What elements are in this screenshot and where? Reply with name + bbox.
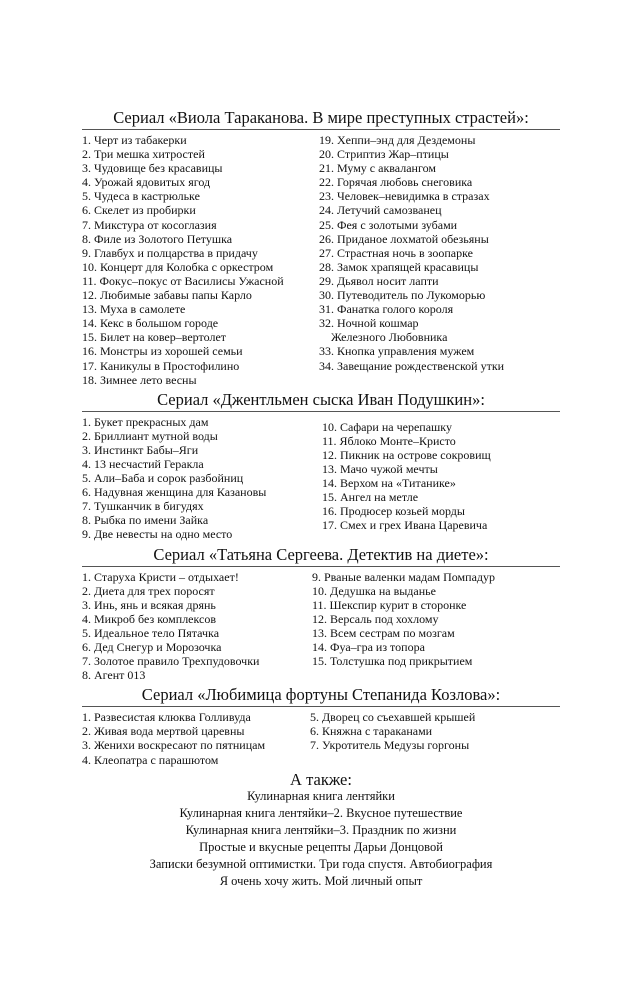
book-list bbox=[310, 710, 560, 752]
also-section bbox=[82, 771, 560, 890]
series-columns bbox=[82, 415, 560, 542]
series-title: Сериал «Джентльмен сыска Иван Подушкин»: bbox=[82, 390, 560, 412]
book-title: 9. Две невесты на одно место bbox=[82, 527, 233, 542]
left-column bbox=[82, 415, 322, 542]
book-title: Простые и вкусные рецепты Дарьи Донцовой bbox=[199, 839, 443, 854]
book-title: 10. Сафари на черепашку bbox=[322, 419, 452, 434]
book-title: 1. Черт из табакерки bbox=[82, 133, 187, 147]
book-title: 7. Тушканчик в бигудях bbox=[82, 499, 204, 514]
book-title: 15. Толстушка под прикрытием bbox=[312, 654, 473, 669]
book-title: 2. Три мешка хитростей bbox=[82, 147, 205, 162]
book-title: 13. Мачо чужой мечты bbox=[322, 461, 438, 476]
left-column bbox=[82, 570, 312, 683]
book-title: 10. Концерт для Колобка с оркестром bbox=[82, 259, 274, 274]
book-title: 9. Главбух и полцарства в придачу bbox=[82, 245, 258, 260]
book-title: 31. Фанатка голого короля bbox=[319, 302, 454, 317]
book-title: 11. Фокус–покус от Василисы Ужасной bbox=[82, 273, 284, 288]
book-title: 10. Дедушка на выданье bbox=[312, 583, 436, 598]
book-title: 2. Живая вода мертвой царевны bbox=[82, 724, 245, 739]
book-title: 11. Яблоко Монте–Кристо bbox=[322, 433, 456, 448]
book-title: 6. Надувная женщина для Казановы bbox=[82, 485, 267, 500]
book-title: 3. Инстинкт Бабы–Яги bbox=[82, 442, 199, 457]
book-title: 13. Всем сестрам по мозгам bbox=[312, 625, 455, 640]
series-viola-tarakanova bbox=[82, 108, 560, 387]
series-title: Сериал «Любимица фортуны Степанида Козлова»: bbox=[82, 685, 560, 707]
book-title: 4. Урожай ядовитых ягод bbox=[82, 175, 211, 190]
book-title: 6. Княжна с тараканами bbox=[310, 724, 433, 739]
series-columns bbox=[82, 570, 560, 683]
book-title: 15. Билет на ковер–вертолет bbox=[82, 330, 227, 345]
book-title: 20. Стриптиз Жар–птицы bbox=[319, 147, 449, 162]
book-title: 6. Дед Снегур и Морозочка bbox=[82, 640, 222, 654]
series-title: Сериал «Виола Тараканова. В мире преступных страстей»: bbox=[82, 108, 560, 130]
book-title: 5. Дворец со съехавшей крышей bbox=[310, 710, 476, 725]
book-title: 26. Приданое лохматой обезьяны bbox=[319, 231, 489, 246]
book-title: 7. Укротитель Медузы горгоны bbox=[310, 738, 470, 753]
book-title: 11. Шекспир курит в сторонке bbox=[312, 597, 467, 612]
left-column bbox=[82, 710, 310, 766]
book-list bbox=[82, 133, 316, 387]
book-title: 12. Версаль под хохлому bbox=[312, 611, 439, 626]
book-list bbox=[312, 570, 560, 669]
book-title: 14. Верхом на «Титанике» bbox=[322, 476, 456, 491]
book-title: 5. Идеальное тело Пятачка bbox=[82, 625, 220, 640]
book-title: Я очень хочу жить. Мой личный опыт bbox=[219, 873, 423, 888]
book-title: 4. Микроб без комплексов bbox=[82, 611, 217, 626]
book-title: 17. Каникулы в Простофилино bbox=[82, 358, 240, 373]
book-title: 19. Хеппи–энд для Дездемоны bbox=[319, 133, 476, 147]
book-title: 6. Скелет из пробирки bbox=[82, 203, 196, 218]
book-title: 16. Монстры из хорошей семьи bbox=[82, 344, 243, 359]
book-title: 1. Старуха Кристи – отдыхает! bbox=[82, 569, 239, 584]
book-title: Железного Любовника bbox=[331, 330, 448, 345]
book-title: 28. Замок храпящей красавицы bbox=[319, 259, 479, 274]
right-column bbox=[316, 133, 560, 387]
book-title: 1. Развесистая клюква Голливуда bbox=[82, 710, 251, 725]
book-title: 15. Ангел на метле bbox=[322, 490, 419, 505]
book-title: Кулинарная книга лентяйки bbox=[247, 788, 395, 803]
book-title: 16. Продюсер козьей морды bbox=[322, 504, 465, 519]
book-title: 14. Кекс в большом городе bbox=[82, 316, 219, 331]
book-title: 4. 13 несчастий Геракла bbox=[82, 456, 204, 471]
book-list-page bbox=[82, 108, 560, 890]
book-title: 14. Фуа–гра из топора bbox=[312, 640, 425, 654]
series-stepanida-kozlova bbox=[82, 685, 560, 766]
book-title: 4. Клеопатра с парашютом bbox=[82, 752, 219, 767]
also-title: А также: bbox=[290, 769, 352, 789]
book-title: 25. Фея с золотыми зубами bbox=[319, 217, 458, 232]
book-title: 7. Микстура от косоглазия bbox=[82, 217, 217, 232]
book-title: 2. Диета для трех поросят bbox=[82, 583, 215, 598]
series-columns bbox=[82, 133, 560, 387]
series-title: Сериал «Татьяна Сергеева. Детектив на диете»: bbox=[82, 545, 560, 567]
book-title: 23. Человек–невидимка в стразах bbox=[319, 189, 490, 204]
book-title: 22. Горячая любовь снеговика bbox=[319, 175, 473, 190]
book-title: 3. Инь, янь и всякая дрянь bbox=[82, 597, 216, 612]
book-list bbox=[82, 570, 312, 683]
book-title: 8. Агент 013 bbox=[82, 668, 146, 683]
book-title: 3. Чудовище без красавицы bbox=[82, 161, 223, 176]
left-column bbox=[82, 133, 316, 387]
book-title: 8. Филе из Золотого Петушка bbox=[82, 231, 233, 246]
book-title: 1. Букет прекрасных дам bbox=[82, 414, 209, 429]
series-ivan-podushkin bbox=[82, 390, 560, 542]
book-title: 29. Дьявол носит лапти bbox=[319, 273, 439, 288]
also-list bbox=[82, 788, 560, 890]
book-title: 33. Кнопка управления мужем bbox=[319, 344, 475, 359]
book-list bbox=[82, 710, 310, 766]
book-title: 34. Завещание рождественской утки bbox=[319, 358, 505, 373]
book-title: 27. Страстная ночь в зоопарке bbox=[319, 245, 473, 260]
book-title: Кулинарная книга лентяйки–3. Праздник по жизни bbox=[185, 822, 457, 837]
book-title: 12. Пикник на острове сокровищ bbox=[322, 447, 491, 462]
book-title: 8. Рыбка по имени Зайка bbox=[82, 513, 209, 528]
right-column bbox=[312, 570, 560, 683]
book-title: 30. Путеводитель по Лукоморью bbox=[319, 288, 486, 303]
book-title: 7. Золотое правило Трехпудовочки bbox=[82, 654, 260, 669]
right-column bbox=[322, 415, 560, 542]
book-title: 18. Зимнее лето весны bbox=[82, 372, 197, 387]
book-list bbox=[82, 415, 322, 542]
book-title: 24. Летучий самозванец bbox=[319, 203, 442, 218]
book-title: 5. Али–Баба и сорок разбойниц bbox=[82, 471, 244, 486]
series-tatyana-sergeeva bbox=[82, 545, 560, 683]
book-title: 9. Рваные валенки мадам Помпадур bbox=[312, 569, 495, 584]
book-title: 17. Смех и грех Ивана Царевича bbox=[322, 518, 488, 533]
book-title: Кулинарная книга лентяйки–2. Вкусное путешествие bbox=[179, 805, 463, 820]
book-list bbox=[322, 420, 560, 533]
book-title: 5. Чудеса в кастрюльке bbox=[82, 189, 200, 204]
book-title: 21. Муму с аквалангом bbox=[319, 161, 436, 176]
book-title: 32. Ночной кошмар bbox=[319, 316, 419, 331]
book-list bbox=[319, 133, 560, 373]
right-column bbox=[310, 710, 560, 766]
book-title: 12. Любимые забавы папы Карло bbox=[82, 288, 252, 303]
book-title: 2. Бриллиант мутной воды bbox=[82, 428, 218, 443]
book-title: Записки безумной оптимистки. Три года спустя. Автобиография bbox=[149, 856, 493, 871]
book-title: 3. Женихи воскресают по пятницам bbox=[82, 738, 266, 753]
series-columns bbox=[82, 710, 560, 766]
book-title: 13. Муха в самолете bbox=[82, 302, 186, 317]
